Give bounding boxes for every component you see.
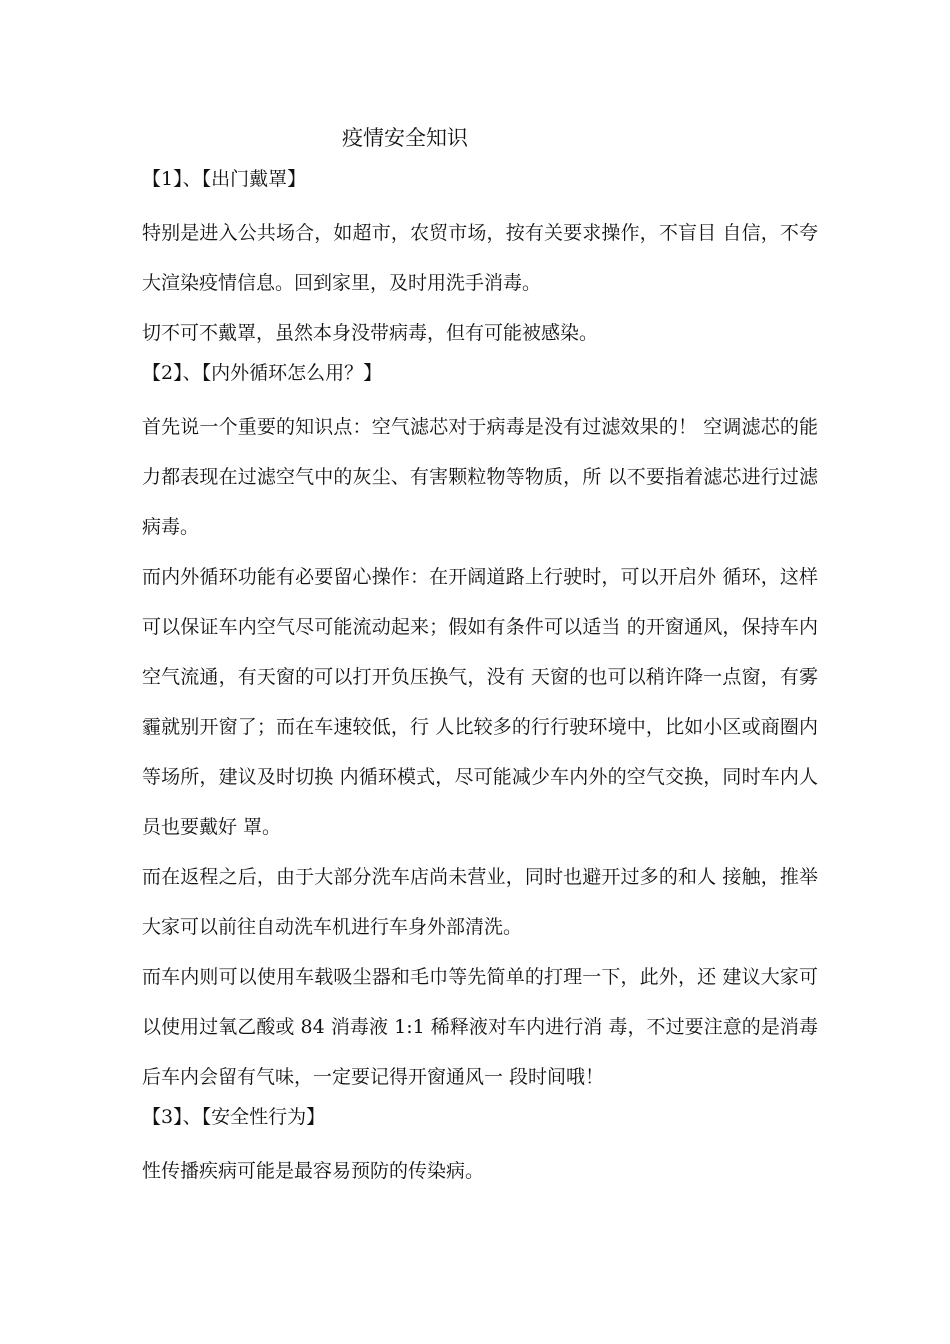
section-2-paragraph-4: 而车内则可以使用车载吸尘器和毛巾等先简单的打理一下，此外，还 建议大家可以使用过氧乙酸或 84 消毒液 1:1 稀释液对车内进行消 毒，不过要注意的是消毒后车内会留有气味，一定要记得开窗通风一 段时间哦！	[142, 966, 818, 1088]
document-title: 疫情安全知识	[342, 126, 468, 150]
section-3-paragraph-1: 性传播疾病可能是最容易预防的传染病。	[142, 1160, 485, 1182]
section-2-paragraph-3: 而在返程之后，由于大部分洗车店尚未营业，同时也避开过多的和人 接触，推举大家可以前往自动洗车机进行车身外部清洗。	[142, 866, 818, 938]
section-2-paragraph-2: 而内外循环功能有必要留心操作：在开阔道路上行驶时，可以开启外 循环，这样可以保证车内空气尽可能流动起来；假如有条件可以适当 的开窗通风，保持车内空气流通，有天窗的可以打开负压换气，没有 天窗的也可以稍许降一点窗，有雾霾就别开窗了；而在车速较低，行 人比较多的行行驶环境中，比如小区或商圈内等场所，建议及时切换 内循环模式，尽可能减少车内外的空气交换，同时车内人员也要戴好 罩。	[142, 566, 818, 838]
section-heading-3: 【3】、【安全性行为】	[142, 1106, 326, 1128]
section-1-paragraph-1: 特别是进入公共场合，如超市，农贸市场，按有关要求操作，不盲目 自信，不夸大渲染疫情信息。回到家里，及时用洗手消毒。	[142, 222, 818, 294]
section-heading-1: 【1】、【出门戴罩】	[142, 168, 307, 190]
section-1-paragraph-2: 切不可不戴罩，虽然本身没带病毒，但有可能被感染。	[142, 322, 599, 344]
section-heading-2: 【2】、【内外循环怎么用？】	[142, 362, 383, 384]
document-body	[142, 164, 818, 1196]
section-2-paragraph-1: 首先说一个重要的知识点：空气滤芯对于病毒是没有过滤效果的！ 空调滤芯的能力都表现在过滤空气中的灰尘、有害颗粒物等物质，所 以不要指着滤芯进行过滤病毒。	[142, 416, 818, 538]
